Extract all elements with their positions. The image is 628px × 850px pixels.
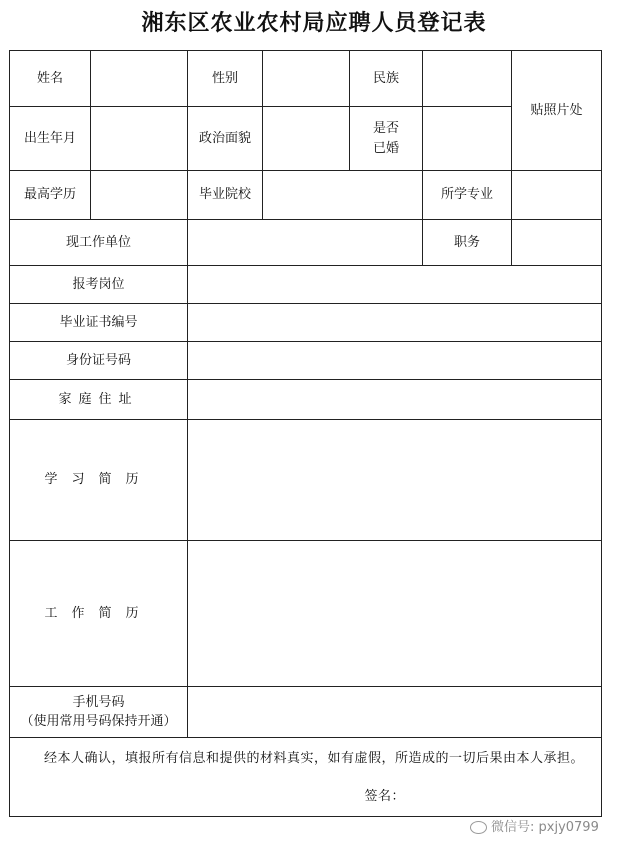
employer-field[interactable] bbox=[188, 220, 423, 266]
id-no-field[interactable] bbox=[188, 342, 602, 380]
major-field[interactable] bbox=[512, 171, 602, 220]
education-label: 最高学历 bbox=[10, 171, 91, 220]
photo-area[interactable]: 贴照片处 bbox=[512, 51, 602, 171]
address-field[interactable] bbox=[188, 380, 602, 420]
id-no-label: 身份证号码 bbox=[10, 342, 188, 380]
ethnicity-label: 民族 bbox=[350, 51, 423, 107]
major-label: 所学专业 bbox=[423, 171, 512, 220]
political-field[interactable] bbox=[263, 107, 350, 171]
married-label-line2: 已婚 bbox=[372, 140, 399, 156]
signature-label[interactable]: 签名： bbox=[364, 788, 405, 804]
declaration-cell bbox=[10, 738, 602, 817]
diploma-no-field[interactable] bbox=[188, 304, 602, 342]
phone-field[interactable] bbox=[188, 687, 602, 738]
position-label: 职务 bbox=[423, 220, 512, 266]
married-label bbox=[350, 107, 423, 171]
form-title: 湘东区农业农村局应聘人员登记表 bbox=[141, 10, 487, 36]
phone-label bbox=[10, 687, 188, 738]
study-history-field[interactable] bbox=[188, 420, 602, 541]
wechat-icon bbox=[470, 821, 487, 834]
applied-post-label: 报考岗位 bbox=[10, 266, 188, 304]
registration-form bbox=[9, 50, 602, 817]
employer-label: 现工作单位 bbox=[10, 220, 188, 266]
work-history-field[interactable] bbox=[188, 541, 602, 687]
birth-field[interactable] bbox=[91, 107, 188, 171]
school-label: 毕业院校 bbox=[188, 171, 263, 220]
position-field[interactable] bbox=[512, 220, 602, 266]
phone-label-line2: （使用常用号码保持开通） bbox=[20, 714, 177, 729]
married-field[interactable] bbox=[423, 107, 512, 171]
study-history-label: 学习简历 bbox=[10, 420, 188, 541]
married-label-line1: 是否 bbox=[372, 121, 399, 136]
declaration-text: 经本人确认，填报所有信息和提供的材料真实，如有虚假，所造成的一切后果由本人承担。 bbox=[44, 751, 585, 766]
gender-field[interactable] bbox=[263, 51, 350, 107]
ethnicity-field[interactable] bbox=[423, 51, 512, 107]
diploma-no-label: 毕业证书编号 bbox=[10, 304, 188, 342]
work-history-label: 工作简历 bbox=[10, 541, 188, 687]
gender-label: 性别 bbox=[188, 51, 263, 107]
applied-post-field[interactable] bbox=[188, 266, 602, 304]
watermark bbox=[470, 816, 599, 835]
name-label: 姓名 bbox=[10, 51, 91, 107]
birth-label: 出生年月 bbox=[10, 107, 91, 171]
phone-label-line1: 手机号码 bbox=[72, 694, 125, 710]
education-field[interactable] bbox=[91, 171, 188, 220]
school-field[interactable] bbox=[263, 171, 423, 220]
watermark-text: 微信号: pxjy0799 bbox=[491, 820, 599, 835]
address-label: 家庭住址 bbox=[10, 380, 188, 420]
political-label: 政治面貌 bbox=[188, 107, 263, 171]
name-field[interactable] bbox=[91, 51, 188, 107]
